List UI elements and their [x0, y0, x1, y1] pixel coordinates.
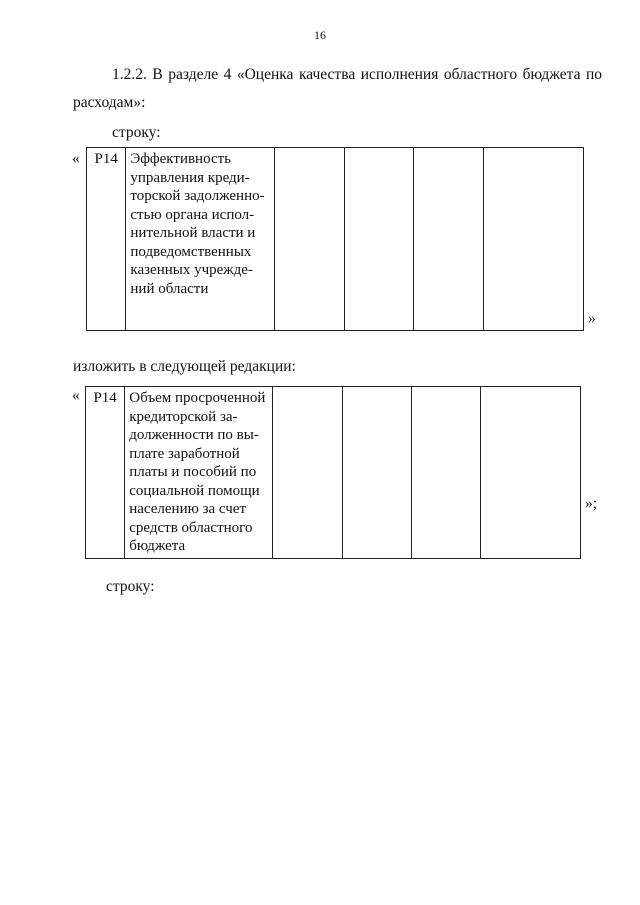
indicator-code-cell: Р14 [87, 148, 126, 331]
table-row [87, 148, 584, 331]
empty-cell [411, 387, 480, 559]
paragraph-line-2: расходам»: [73, 94, 146, 111]
indicator-name-cell: Объем просроченной кредиторской за- долженности по вы- плате заработной платы и пособий по социальной помощи населению за счет средств областного бюджета [125, 387, 273, 559]
table-row [86, 387, 581, 559]
close-quote-old: » [588, 310, 596, 327]
old-indicator-table [86, 147, 584, 331]
replace-instruction: изложить в следующей редакции: [73, 358, 296, 375]
open-quote-new: « [72, 387, 80, 404]
empty-cell [483, 148, 583, 331]
indicator-name-cell: Эффективность управления креди- торской задолженно- стью органа испол- нительной власти и подведомственных казенных учрежде- ний области [126, 148, 274, 331]
empty-cell [274, 148, 344, 331]
open-quote-old: « [72, 150, 80, 167]
close-quote-new: »; [585, 495, 598, 512]
empty-cell [273, 387, 342, 559]
empty-cell [342, 387, 411, 559]
empty-cell [481, 387, 581, 559]
empty-cell [344, 148, 414, 331]
new-indicator-table [85, 386, 581, 559]
page-number: 16 [314, 28, 326, 42]
line-label-stroku-2: строку: [106, 578, 155, 595]
line-label-stroku-1: строку: [112, 124, 161, 141]
indicator-code-cell: Р14 [86, 387, 125, 559]
paragraph-line-1: 1.2.2. В разделе 4 «Оценка качества исполнения областного бюджета по [112, 66, 602, 83]
empty-cell [414, 148, 484, 331]
